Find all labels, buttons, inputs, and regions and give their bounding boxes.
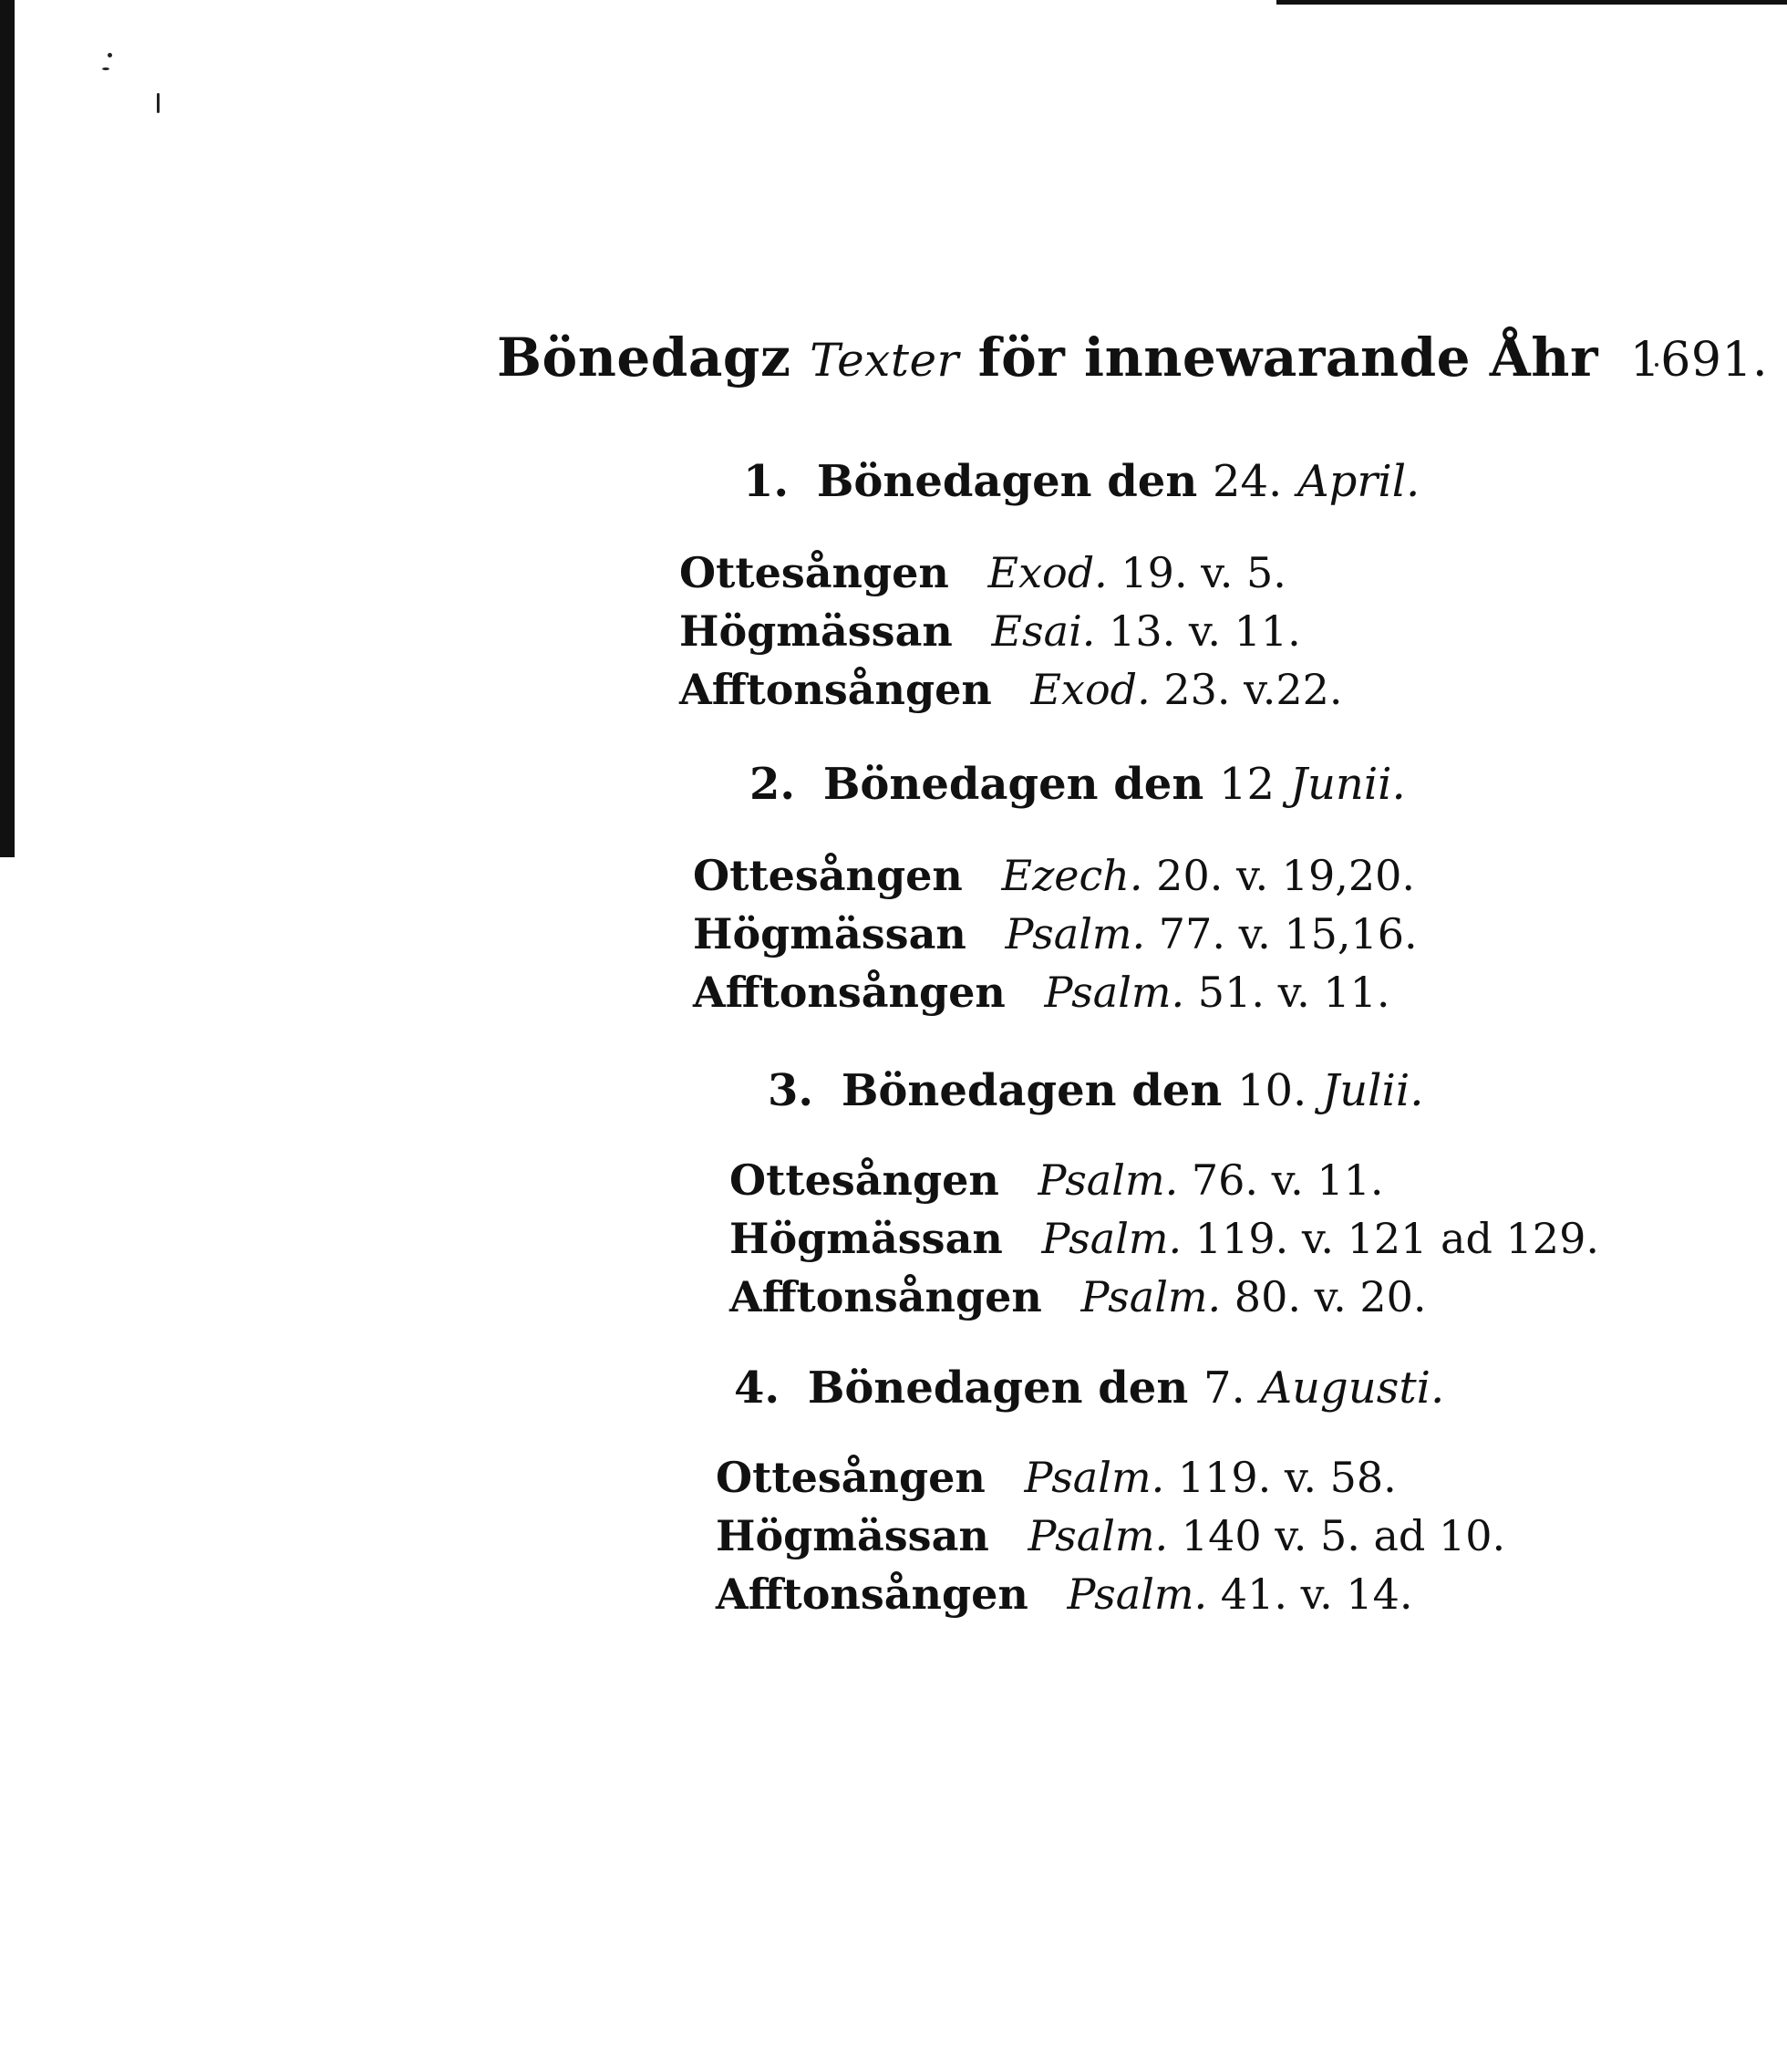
page-title bbox=[497, 326, 1768, 388]
service-name: Högmässan bbox=[729, 1214, 1003, 1263]
section-heading bbox=[749, 757, 1406, 812]
list-item bbox=[716, 1565, 1505, 1623]
list-item bbox=[729, 1151, 1599, 1209]
scripture-book: Ezech. bbox=[1001, 851, 1143, 900]
service-name: Afftonsången bbox=[729, 1272, 1042, 1321]
scripture-book: Psalm. bbox=[1080, 1272, 1222, 1321]
section-heading bbox=[768, 1063, 1423, 1118]
section-2-list bbox=[693, 846, 1418, 1021]
scripture-ref: 80. v. 20. bbox=[1234, 1272, 1427, 1321]
list-item bbox=[729, 1209, 1599, 1268]
section-day: 10. bbox=[1236, 1065, 1307, 1116]
title-word-texter: Texter bbox=[810, 334, 959, 387]
list-item bbox=[693, 905, 1418, 963]
scripture-ref: 119. v. 58. bbox=[1177, 1453, 1397, 1502]
service-name: Ottesången bbox=[716, 1453, 986, 1502]
section-month: Augusti. bbox=[1260, 1362, 1445, 1414]
scripture-ref: 23. v.22. bbox=[1163, 665, 1343, 714]
section-2 bbox=[749, 757, 1406, 812]
section-label: Bönedagen den bbox=[841, 1065, 1223, 1116]
scripture-ref: 20. v. 19,20. bbox=[1156, 851, 1416, 900]
scripture-book: Psalm. bbox=[1038, 1155, 1179, 1205]
list-item bbox=[679, 544, 1342, 602]
scan-left-edge bbox=[0, 0, 15, 857]
scripture-ref: 119. v. 121 ad 129. bbox=[1194, 1214, 1599, 1263]
scan-top-edge bbox=[1276, 0, 1787, 5]
list-item bbox=[679, 602, 1342, 660]
section-label: Bönedagen den bbox=[816, 456, 1198, 507]
scripture-book: Psalm. bbox=[1024, 1453, 1165, 1502]
list-item bbox=[729, 1268, 1599, 1326]
section-month: April. bbox=[1297, 456, 1420, 507]
section-month: Junii. bbox=[1289, 759, 1406, 810]
service-name: Högmässan bbox=[716, 1511, 989, 1560]
section-number: 4. bbox=[734, 1362, 780, 1414]
service-name: Afftonsången bbox=[679, 665, 992, 714]
ink-speck bbox=[102, 67, 109, 70]
ink-speck bbox=[157, 93, 160, 113]
section-day: 7. bbox=[1203, 1362, 1245, 1414]
section-number: 1. bbox=[743, 456, 790, 507]
scripture-ref: 19. v. 5. bbox=[1121, 548, 1286, 597]
scripture-ref: 77. v. 15,16. bbox=[1158, 909, 1418, 958]
scripture-book: Psalm. bbox=[1041, 1214, 1183, 1263]
section-4 bbox=[734, 1361, 1444, 1415]
scripture-book: Exod. bbox=[987, 548, 1108, 597]
section-3-list bbox=[729, 1151, 1599, 1326]
scripture-ref: 13. v. 11. bbox=[1109, 606, 1301, 656]
list-item bbox=[716, 1448, 1505, 1507]
scripture-ref: 51. v. 11. bbox=[1197, 968, 1390, 1017]
section-number: 3. bbox=[768, 1065, 814, 1116]
section-heading bbox=[743, 454, 1420, 509]
service-name: Ottesången bbox=[729, 1155, 999, 1205]
section-1-list bbox=[679, 544, 1342, 719]
section-heading bbox=[734, 1361, 1444, 1415]
service-name: Högmässan bbox=[679, 606, 953, 656]
service-name: Ottesången bbox=[693, 851, 963, 900]
section-4-list bbox=[716, 1448, 1505, 1623]
title-year: 1691. bbox=[1629, 333, 1769, 388]
scripture-book: Exod. bbox=[1030, 665, 1151, 714]
scripture-ref: 140 v. 5. ad 10. bbox=[1181, 1511, 1506, 1560]
section-label: Bönedagen den bbox=[807, 1362, 1189, 1414]
section-label: Bönedagen den bbox=[822, 759, 1204, 810]
scripture-book: Psalm. bbox=[1067, 1570, 1208, 1619]
section-day: 24. bbox=[1212, 456, 1283, 507]
service-name: Afftonsången bbox=[693, 968, 1006, 1017]
scripture-book: Psalm. bbox=[1005, 909, 1146, 958]
service-name: Ottesången bbox=[679, 548, 949, 597]
service-name: Afftonsången bbox=[716, 1570, 1028, 1619]
list-item bbox=[716, 1507, 1505, 1565]
section-month: Julii. bbox=[1322, 1065, 1424, 1116]
section-day: 12 bbox=[1218, 759, 1276, 810]
section-number: 2. bbox=[749, 759, 796, 810]
scripture-book: Psalm. bbox=[1044, 968, 1185, 1017]
scripture-book: Psalm. bbox=[1028, 1511, 1169, 1560]
title-words: för innewarande Åhr bbox=[977, 326, 1599, 388]
list-item bbox=[693, 963, 1418, 1021]
service-name: Högmässan bbox=[693, 909, 966, 958]
scripture-ref: 76. v. 11. bbox=[1191, 1155, 1384, 1205]
section-1 bbox=[743, 454, 1420, 509]
scripture-book: Esai. bbox=[991, 606, 1096, 656]
title-word-bonedagz: Bönedagz bbox=[497, 326, 791, 388]
scripture-ref: 41. v. 14. bbox=[1220, 1570, 1413, 1619]
list-item bbox=[679, 660, 1342, 719]
ink-speck bbox=[108, 53, 112, 57]
list-item bbox=[693, 846, 1418, 905]
section-3 bbox=[768, 1063, 1423, 1118]
